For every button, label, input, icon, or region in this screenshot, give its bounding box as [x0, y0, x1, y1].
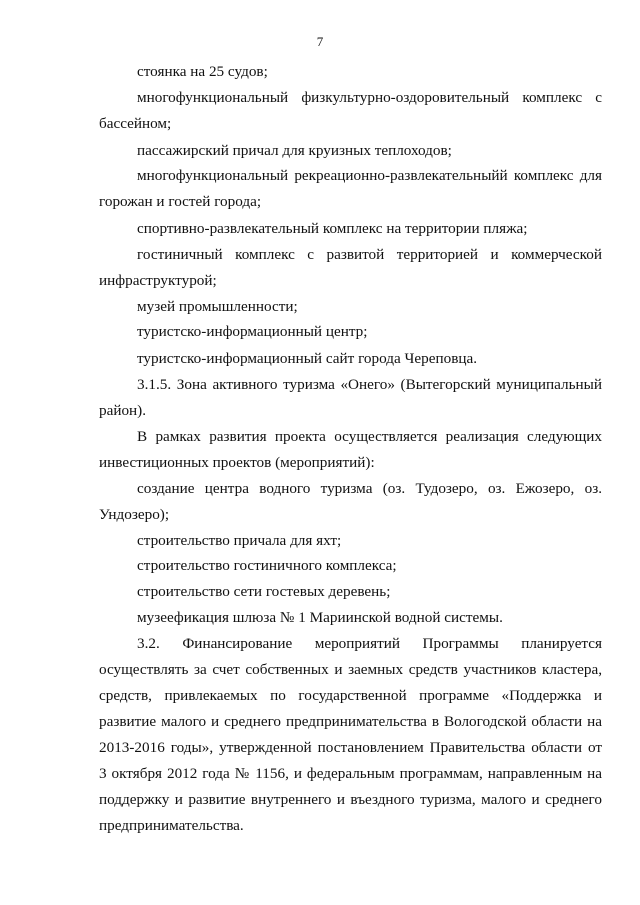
paragraph-10-line-2: район). — [99, 402, 147, 419]
paragraph-7: музей промышленности; — [137, 298, 298, 315]
paragraph-17-line-1: 3.2. Финансирование мероприятий Программы планируется — [137, 635, 602, 652]
paragraph-10-line-1: 3.1.5. Зона активного туризма «Онего» (Вытегорский муниципальный — [137, 376, 602, 393]
paragraph-16: музеефикация шлюза № 1 Мариинской водной системы. — [137, 609, 503, 626]
paragraph-15: строительство сети гостевых деревень; — [137, 583, 391, 600]
paragraph-6-line-1: гостиничный комплекс с развитой территорией и коммерческой — [137, 246, 602, 263]
paragraph-12-line-1: создание центра водного туризма (оз. Тудозеро, оз. Ежозеро, оз. — [137, 480, 602, 497]
paragraph-17-line-4: развитие малого и среднего предпринимательства в Вологодской области на — [99, 713, 602, 730]
paragraph-3: пассажирский причал для круизных теплоходов; — [137, 142, 452, 159]
paragraph-4-line-1: многофункциональный рекреационно-развлекательныйй комплекс для — [137, 167, 602, 184]
paragraph-17-line-5: 2013-2016 годы», утвержденной постановлением Правительства области от — [99, 739, 602, 756]
paragraph-17-line-6: 3 октября 2012 года № 1156, и федеральным программам, направленным на — [99, 765, 602, 782]
paragraph-1: стоянка на 25 судов; — [137, 63, 268, 80]
paragraph-13: строительство причала для яхт; — [137, 532, 342, 549]
paragraph-8: туристско-информационный центр; — [137, 323, 368, 340]
paragraph-2-line-1: многофункциональный физкультурно-оздоровительный комплекс с — [137, 89, 602, 106]
paragraph-9: туристско-информационный сайт города Череповца. — [137, 350, 478, 367]
paragraph-11-line-1: В рамках развития проекта осуществляется реализация следующих — [137, 428, 602, 445]
paragraph-11-line-2: инвестиционных проектов (мероприятий): — [99, 454, 375, 471]
paragraph-17-line-7: поддержку и развитие внутреннего и въездного туризма, малого и среднего — [99, 791, 602, 808]
paragraph-2-line-2: бассейном; — [99, 115, 172, 132]
paragraph-17-line-3: средств, привлекаемых по государственной программе «Поддержка и — [99, 687, 602, 704]
paragraph-12-line-2: Ундозеро); — [99, 506, 170, 523]
paragraph-4-line-2: горожан и гостей города; — [99, 193, 262, 210]
page-number: 7 — [316, 34, 324, 49]
paragraph-17-line-8: предпринимательства. — [99, 817, 244, 834]
paragraph-17-line-2: осуществлять за счет собственных и заемных средств участников кластера, — [99, 661, 602, 678]
paragraph-14: строительство гостиничного комплекса; — [137, 557, 397, 574]
paragraph-5: спортивно-развлекательный комплекс на территории пляжа; — [137, 220, 528, 237]
paragraph-6-line-2: инфраструктурой; — [99, 272, 217, 289]
